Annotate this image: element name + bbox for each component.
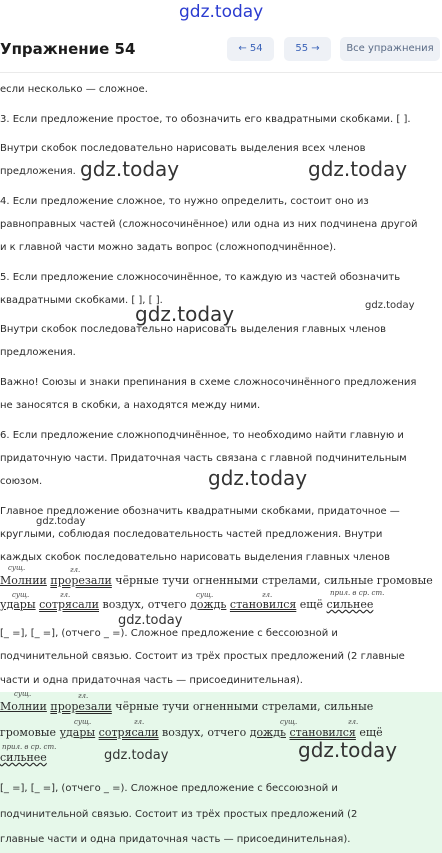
pos-label: прил. в ср. ст. — [2, 743, 57, 751]
sentence-text: воздух, отчего — [99, 598, 191, 611]
text-line: предложения. — [0, 347, 76, 358]
text-line: круглыми, соблюдая последовательность частей предложения. Внутри — [0, 529, 383, 540]
pos-label: гл. — [60, 591, 71, 599]
text-line: предложения. — [0, 166, 76, 177]
pos-label: сущ. — [280, 718, 298, 726]
subject-word: Молнии — [0, 574, 47, 587]
text-line: придаточную части. Придаточная часть связана с главной подчинительным — [0, 453, 407, 464]
pos-label: сущ. — [8, 564, 26, 572]
predicate-word: прорезали — [50, 700, 112, 713]
pos-label: гл. — [262, 591, 273, 599]
text-line: не заносятся в скобки, а находятся между ними. — [0, 400, 261, 411]
text-line: главные части и одна придаточная часть — присоединительная). — [0, 834, 351, 845]
sentence-text: ещё — [355, 726, 383, 739]
sentence-text: воздух, отчего — [158, 726, 250, 739]
subject-word: удары — [0, 598, 36, 611]
predicate-word: прорезали — [50, 574, 112, 587]
pos-label: гл. — [348, 718, 359, 726]
subject-word: удары — [59, 726, 96, 739]
pos-label: гл. — [134, 718, 145, 726]
text-line: подчинительной связью. Состоит из трёх простых предложений (2 — [0, 809, 358, 820]
text-line: части и одна придаточная часть — присоединительная). — [0, 675, 303, 686]
text-line: союзом. — [0, 476, 43, 487]
text-line: 6. Если предложение сложноподчинённое, то необходимо найти главную и — [0, 430, 404, 441]
predicate-word: сотрясали — [98, 726, 159, 739]
subject-word: Молнии — [0, 700, 47, 713]
watermark: gdz.today — [208, 466, 308, 490]
text-line: и к главной части можно задать вопрос (сложноподчинённое). — [0, 242, 337, 253]
pos-label: сущ. — [74, 718, 92, 726]
text-line: 5. Если предложение сложносочинённое, то каждую из частей обозначить — [0, 272, 401, 283]
watermark: gdz.today — [308, 157, 408, 181]
watermark: gdz.today — [118, 613, 183, 628]
highlighted-answer — [0, 692, 442, 853]
text-line: квадратными скобками. [ ], [ ]. — [0, 295, 163, 306]
watermark: gdz.today — [104, 748, 169, 763]
scheme-line: [_ =], [_ =], (отчего _ =). Сложное предложение с бессоюзной и — [0, 628, 338, 639]
text-line: Важно! Союзы и знаки препинания в схеме сложносочинённого предложения — [0, 377, 417, 388]
text-line: Внутри скобок последовательно нарисовать выделения всех членов — [0, 143, 366, 154]
predicate-part-word: сильнее — [326, 598, 374, 611]
sentence-text: чёрные тучи огненными стрелами, сильные громовые — [111, 574, 433, 587]
sentence-text: чёрные тучи огненными стрелами, сильные — [111, 700, 374, 713]
text-line: 4. Если предложение сложное, то нужно определить, состоит оно из — [0, 196, 369, 207]
text-line: Главное предложение обозначить квадратными скобками, придаточное — — [0, 506, 400, 517]
watermark: gdz.today — [365, 300, 415, 311]
pos-label: прил. в ср. ст. — [330, 589, 385, 597]
exercise-header — [0, 28, 442, 73]
pos-label: гл. — [78, 692, 89, 700]
text-line: 3. Если предложение простое, то обозначить его квадратными скобками. [ ]. — [0, 114, 411, 125]
text-line: Внутри скобок последовательно нарисовать выделения главных членов — [0, 324, 387, 335]
subject-word: дождь — [249, 726, 286, 739]
predicate-word: становился — [289, 726, 356, 739]
pos-label: сущ. — [196, 591, 214, 599]
watermark: gdz.today — [298, 738, 398, 762]
predicate-word: сотрясали — [39, 598, 99, 611]
subject-word: дождь — [190, 598, 227, 611]
scheme-line: [_ =], [_ =], (отчего _ =). Сложное предложение с бессоюзной и — [0, 783, 338, 794]
all-exercises-button[interactable]: Все упражнения — [340, 37, 440, 61]
page-title: Упражнение 54 — [0, 40, 136, 58]
pos-label: гл. — [70, 566, 81, 574]
pos-label: сущ. — [14, 690, 32, 698]
text-line: подчинительной связью. Состоит из трёх простых предложений (2 главные — [0, 651, 405, 662]
predicate-part-word: сильнее — [0, 751, 47, 764]
text-line: каждых скобок последовательно нарисовать выделения главных членов — [0, 552, 390, 563]
watermark: gdz.today — [36, 516, 86, 527]
watermark: gdz.today — [179, 2, 264, 22]
watermark: gdz.today — [80, 157, 180, 181]
predicate-word: становился — [229, 598, 297, 611]
text-line: если несколько — сложное. — [0, 84, 148, 95]
pos-label: сущ. — [12, 591, 30, 599]
sentence-text: громовые — [0, 726, 60, 739]
text-line: равноправных частей (сложносочинённое) или одна из них подчинена другой — [0, 219, 418, 230]
prev-exercise-button[interactable]: ← 54 — [227, 37, 274, 61]
sentence-text: ещё — [296, 598, 327, 611]
next-exercise-button[interactable]: 55 → — [284, 37, 331, 61]
watermark: gdz.today — [135, 302, 235, 326]
